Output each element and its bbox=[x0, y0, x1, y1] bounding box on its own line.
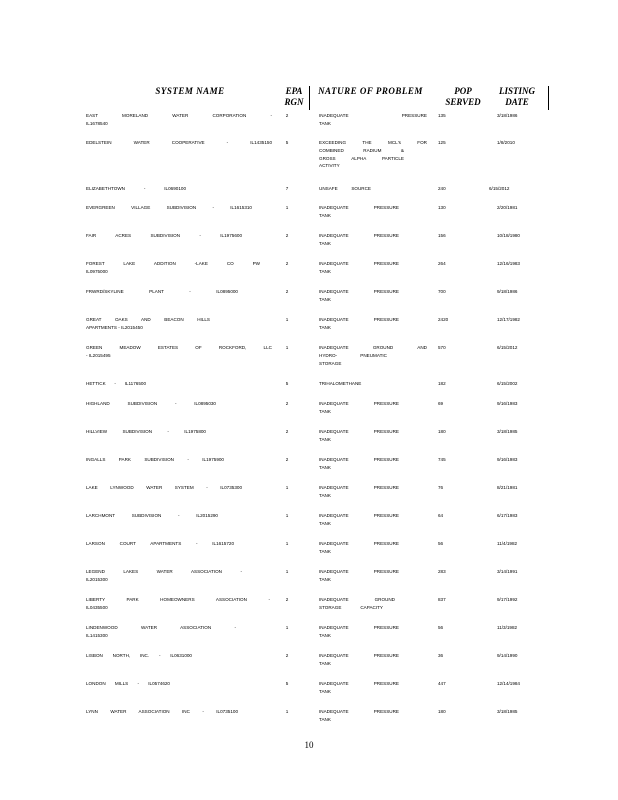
listing-date-cell: 1/8/2010 bbox=[497, 140, 515, 145]
header-listing-line2: DATE bbox=[505, 97, 529, 107]
header-divider-right bbox=[548, 86, 549, 110]
nature-line2: HYDRO- PNEUMATIC bbox=[319, 352, 387, 358]
system-name-line1: LONDON MILLS - IL0574620 bbox=[86, 681, 170, 686]
system-name-cell bbox=[86, 288, 272, 296]
nature-cell bbox=[319, 708, 427, 724]
nature-cell bbox=[319, 260, 427, 276]
nature-line1: INADEQUATE PRESSURE bbox=[319, 401, 399, 406]
system-name-line1: FRWRD/SKYLINE PLANT - IL0895000 bbox=[86, 289, 238, 294]
nature-line2: TANK bbox=[319, 120, 331, 126]
nature-line2: TANK bbox=[319, 212, 331, 218]
nature-cell bbox=[319, 512, 427, 528]
nature-cell bbox=[319, 624, 427, 640]
system-name-line1: HETTICK - IL1176500 bbox=[86, 381, 146, 386]
pop-served-cell: 76 bbox=[438, 485, 444, 490]
system-name-line1: ELIZABETHTOWN - IL0690100 bbox=[86, 186, 186, 191]
nature-line1: INADEQUATE GROUND bbox=[319, 597, 395, 602]
nature-line1: INADEQUATE PRESSURE bbox=[319, 625, 399, 630]
nature-line2: TANK bbox=[319, 240, 331, 246]
header-listing-line1: LISTING bbox=[498, 86, 535, 96]
header-pop-line1: POP bbox=[454, 86, 472, 96]
system-name-line1: FOREST LAKE ADDITION -LAKE CO PW bbox=[86, 261, 260, 266]
nature-cell bbox=[319, 568, 427, 584]
nature-cell bbox=[319, 400, 427, 416]
header-pop-line2: SERVED bbox=[445, 97, 481, 107]
nature-line2: TANK bbox=[319, 408, 331, 414]
system-name-cell bbox=[86, 112, 272, 128]
system-name-cell bbox=[86, 204, 272, 212]
system-name-line1: LYNN WATER ASSOCIATION INC - IL0735100 bbox=[86, 709, 238, 714]
nature-cell bbox=[319, 204, 427, 220]
pop-served-cell: 283 bbox=[438, 569, 446, 574]
nature-line1: INADEQUATE PRESSURE bbox=[319, 317, 399, 322]
epa-region-cell: 1 bbox=[285, 513, 289, 518]
pop-served-cell: 156 bbox=[438, 233, 446, 238]
nature-cell bbox=[319, 288, 427, 304]
epa-region-cell: 1 bbox=[285, 345, 289, 350]
header-divider-left bbox=[309, 86, 310, 110]
listing-date-cell: 12/14/1984 bbox=[497, 681, 520, 686]
nature-line1: INADEQUATE PRESSURE bbox=[319, 485, 399, 490]
epa-region-cell: 2 bbox=[285, 113, 289, 118]
nature-cell bbox=[319, 344, 427, 367]
epa-region-cell: 1 bbox=[285, 541, 289, 546]
system-name-cell bbox=[86, 596, 272, 612]
pop-served-cell: 182 bbox=[438, 381, 446, 386]
system-name-line1: FAIR ACRES SUBDIVISION - IL1975600 bbox=[86, 233, 242, 238]
nature-line2: TANK bbox=[319, 464, 331, 470]
system-name-line1: EDELSTEIN WATER COOPERATIVE - IL1435150 bbox=[86, 140, 272, 145]
system-name-line1: LINDENWOOD WATER ASSOCIATION - bbox=[86, 625, 236, 630]
nature-line1: INADEQUATE PRESSURE bbox=[319, 513, 399, 518]
system-name-line2: IL1415300 bbox=[86, 632, 108, 638]
nature-line4: ACTIVITY bbox=[319, 163, 340, 169]
system-name-line1: EAST MORELAND WATER CORPORATION - bbox=[86, 113, 272, 118]
epa-region-cell: 1 bbox=[285, 709, 289, 714]
pop-served-cell: 240 bbox=[438, 186, 446, 191]
pop-served-cell: 125 bbox=[438, 140, 446, 145]
header-epa-line1: EPA bbox=[285, 86, 303, 96]
system-name-cell bbox=[86, 428, 272, 436]
listing-date-cell: 11/3/1982 bbox=[497, 625, 518, 630]
system-name-line1: LIBERTY PARK HOMEOWNERS ASSOCIATION - bbox=[86, 597, 270, 602]
system-name-line1: LISBON NORTH, INC. - IL0631000 bbox=[86, 653, 192, 658]
epa-region-cell: 2 bbox=[285, 597, 289, 602]
epa-region-cell: 1 bbox=[285, 625, 289, 630]
epa-region-cell: 2 bbox=[285, 653, 289, 658]
nature-cell bbox=[319, 380, 427, 388]
system-name-cell bbox=[86, 708, 272, 716]
nature-cell bbox=[319, 652, 427, 668]
listing-date-cell: 3/18/1985 bbox=[497, 429, 518, 434]
epa-region-cell: 5 bbox=[285, 381, 289, 386]
nature-cell bbox=[319, 316, 427, 332]
listing-date-cell: 8/21/1981 bbox=[497, 485, 518, 490]
nature-line1: INADEQUATE PRESSURE bbox=[319, 653, 399, 658]
pop-served-cell: 264 bbox=[438, 261, 446, 266]
listing-date-cell: 2/20/1981 bbox=[497, 205, 518, 210]
listing-date-cell: 12/17/1982 bbox=[497, 317, 520, 322]
listing-date-cell: 3/18/1986 bbox=[497, 113, 518, 118]
system-name-cell bbox=[86, 540, 272, 548]
nature-line2: STORAGE CAPACITY bbox=[319, 604, 383, 610]
system-name-line1: EVERGREEN VILLAGE SUBDIVISION - IL1615310 bbox=[86, 205, 252, 210]
system-name-cell bbox=[86, 512, 272, 520]
epa-region-cell: 5 bbox=[285, 681, 289, 686]
listing-date-cell: 10/18/1980 bbox=[497, 233, 520, 238]
nature-line2: TANK bbox=[319, 268, 331, 274]
listing-date-cell: 9/16/1983 bbox=[497, 401, 518, 406]
system-name-line1: INGALLS PARK SUBDIVISION - IL1975900 bbox=[86, 457, 224, 462]
system-name-cell bbox=[86, 456, 272, 464]
nature-cell bbox=[319, 139, 427, 170]
listing-date-cell: 6/15/2012 bbox=[497, 345, 518, 350]
page-number: 10 bbox=[304, 740, 314, 750]
nature-line1: INADEQUATE PRESSURE bbox=[319, 681, 399, 686]
nature-line1: INADEQUATE PRESSURE bbox=[319, 541, 399, 546]
nature-line1: UNSAFE SOURCE bbox=[319, 186, 371, 191]
system-name-line1: GREEN MEADOW ESTATES OF ROCKFORD, LLC bbox=[86, 345, 272, 350]
pop-served-cell: 36 bbox=[438, 653, 444, 658]
nature-line1: INADEQUATE PRESSURE bbox=[319, 233, 399, 238]
nature-line2: TANK bbox=[319, 688, 331, 694]
nature-line2: TANK bbox=[319, 716, 331, 722]
listing-date-cell: 9/18/1986 bbox=[497, 289, 518, 294]
system-name-cell bbox=[86, 139, 272, 147]
nature-cell bbox=[319, 456, 427, 472]
listing-date-cell: 6/17/1983 bbox=[497, 513, 518, 518]
header-listing-date bbox=[492, 86, 542, 108]
nature-cell bbox=[319, 185, 427, 193]
nature-cell bbox=[319, 596, 427, 612]
nature-line3: GROSS ALPHA PARTICLE bbox=[319, 155, 404, 161]
pop-served-cell: 135 bbox=[438, 113, 446, 118]
system-name-cell bbox=[86, 400, 272, 408]
system-name-cell bbox=[86, 380, 272, 388]
nature-line1: INADEQUATE PRESSURE bbox=[319, 569, 399, 574]
nature-cell bbox=[319, 232, 427, 248]
system-name-cell bbox=[86, 680, 272, 688]
system-name-cell bbox=[86, 568, 272, 584]
pop-served-cell: 745 bbox=[438, 457, 446, 462]
listing-date-cell: 12/16/1983 bbox=[497, 261, 520, 266]
epa-region-cell: 5 bbox=[285, 140, 289, 145]
pop-served-cell: 130 bbox=[438, 205, 446, 210]
epa-region-cell: 1 bbox=[285, 569, 289, 574]
listing-date-cell: 9/16/1983 bbox=[497, 457, 518, 462]
system-name-line1: GREAT OAKS AND BEACON HILLS bbox=[86, 317, 210, 322]
nature-cell bbox=[319, 540, 427, 556]
nature-cell bbox=[319, 484, 427, 500]
nature-line2: TANK bbox=[319, 576, 331, 582]
system-name-line1: HIGHLAND SUBDIVISION - IL0895030 bbox=[86, 401, 216, 406]
system-name-cell bbox=[86, 652, 272, 660]
nature-line1: INADEQUATE PRESSURE bbox=[319, 457, 399, 462]
listing-date-cell: 9/17/1992 bbox=[497, 597, 518, 602]
system-name-cell bbox=[86, 260, 272, 276]
nature-line2: TANK bbox=[319, 296, 331, 302]
header-system-name: SYSTEM NAME bbox=[155, 86, 225, 96]
pop-served-cell: 2420 bbox=[438, 317, 449, 322]
nature-line1: INADEQUATE PRESSURE bbox=[319, 205, 399, 210]
listing-date-cell: 6/15/2002 bbox=[497, 381, 518, 386]
epa-region-cell: 2 bbox=[285, 457, 289, 462]
pop-served-cell: 69 bbox=[438, 401, 444, 406]
listing-date-cell: 3/18/1985 bbox=[497, 709, 518, 714]
nature-line2: TANK bbox=[319, 324, 331, 330]
nature-line1: INADEQUATE PRESSURE bbox=[319, 429, 399, 434]
system-name-line2: IL1678540 bbox=[86, 120, 108, 126]
listing-date-cell: 6/15/2012 bbox=[489, 186, 510, 191]
nature-line1: INADEQUATE PRESSURE bbox=[319, 709, 399, 714]
nature-line2: COMBINED RADIUM & bbox=[319, 147, 404, 153]
nature-line2: TANK bbox=[319, 492, 331, 498]
system-name-line1: LARSON COURT APARTMENTS - IL1615720 bbox=[86, 541, 234, 546]
pop-served-cell: 180 bbox=[438, 429, 446, 434]
nature-line2: TANK bbox=[319, 632, 331, 638]
header-epa-rgn bbox=[283, 86, 305, 108]
epa-region-cell: 1 bbox=[285, 485, 289, 490]
pop-served-cell: 56 bbox=[438, 625, 444, 630]
pop-served-cell: 570 bbox=[438, 345, 446, 350]
system-name-line2: IL2015300 bbox=[86, 576, 108, 582]
epa-region-cell: 2 bbox=[285, 261, 289, 266]
nature-cell bbox=[319, 428, 427, 444]
epa-region-cell: 1 bbox=[285, 205, 289, 210]
system-name-cell bbox=[86, 316, 272, 332]
system-name-line1: LAKE LYNWOOD WATER SYSTEM - IL0735300 bbox=[86, 485, 242, 490]
nature-line1: INADEQUATE PRESSURE bbox=[319, 113, 427, 118]
pop-served-cell: 447 bbox=[438, 681, 446, 686]
system-name-cell bbox=[86, 484, 272, 492]
nature-line2: TANK bbox=[319, 520, 331, 526]
system-name-line2: IL0435500 bbox=[86, 604, 108, 610]
nature-line1: EXCEEDING THE MCL's FOR bbox=[319, 140, 427, 145]
epa-region-cell: 2 bbox=[285, 289, 289, 294]
pop-served-cell: 56 bbox=[438, 541, 444, 546]
system-name-cell bbox=[86, 624, 272, 640]
header-epa-line2: RGN bbox=[284, 97, 304, 107]
nature-cell bbox=[319, 680, 427, 696]
system-name-cell bbox=[86, 232, 272, 240]
listing-date-cell: 11/4/1982 bbox=[497, 541, 518, 546]
nature-line1: INADEQUATE PRESSURE bbox=[319, 261, 399, 266]
system-name-line2: - IL2015495 bbox=[86, 352, 111, 358]
nature-line1: TRIHALOMETHANE bbox=[319, 381, 362, 386]
header-pop-served bbox=[440, 86, 486, 108]
nature-line2: TANK bbox=[319, 548, 331, 554]
listing-date-cell: 3/14/1991 bbox=[497, 569, 518, 574]
listing-date-cell: 9/14/1990 bbox=[497, 653, 518, 658]
nature-line1: INADEQUATE GROUND AND bbox=[319, 345, 427, 350]
nature-cell bbox=[319, 112, 427, 128]
nature-line1: INADEQUATE PRESSURE bbox=[319, 289, 399, 294]
nature-line3: STORAGE bbox=[319, 360, 342, 366]
nature-line2: TANK bbox=[319, 660, 331, 666]
header-nature: NATURE OF PROBLEM bbox=[318, 86, 423, 96]
system-name-line1: HILLVIEW SUBDIVISION - IL1975800 bbox=[86, 429, 206, 434]
nature-line2: TANK bbox=[319, 436, 331, 442]
system-name-cell bbox=[86, 185, 272, 193]
epa-region-cell: 2 bbox=[285, 233, 289, 238]
epa-region-cell: 7 bbox=[285, 186, 289, 191]
epa-region-cell: 2 bbox=[285, 429, 289, 434]
pop-served-cell: 837 bbox=[438, 597, 446, 602]
system-name-cell bbox=[86, 344, 272, 360]
epa-region-cell: 2 bbox=[285, 401, 289, 406]
system-name-line2: APARTMENTS - IL2015450 bbox=[86, 324, 143, 330]
epa-region-cell: 1 bbox=[285, 317, 289, 322]
system-name-line2: IL0975000 bbox=[86, 268, 108, 274]
pop-served-cell: 700 bbox=[438, 289, 446, 294]
system-name-line1: LARCHMONT SUBDIVISION - IL2015290 bbox=[86, 513, 218, 518]
pop-served-cell: 64 bbox=[438, 513, 444, 518]
pop-served-cell: 180 bbox=[438, 709, 446, 714]
system-name-line1: LEGEND LAKES WATER ASSOCIATION - bbox=[86, 569, 242, 574]
